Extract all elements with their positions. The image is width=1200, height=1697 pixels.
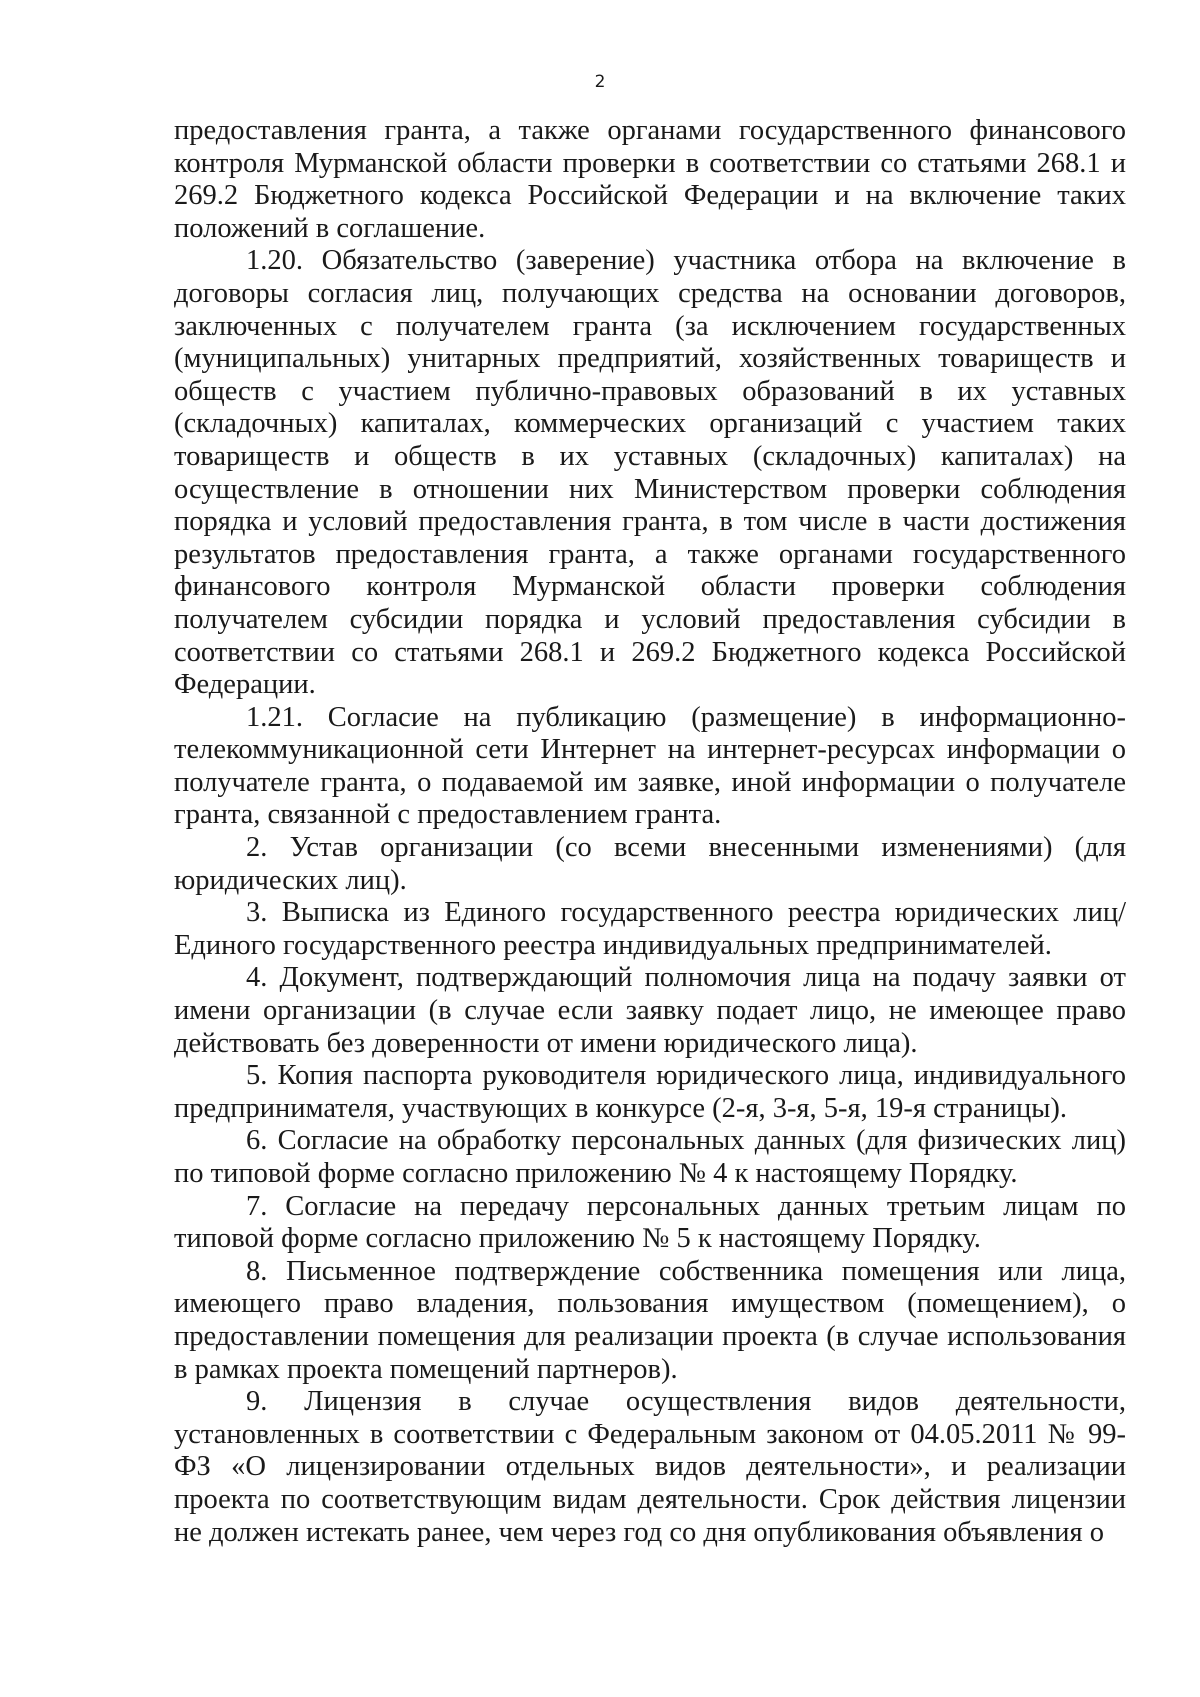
paragraph-2: 2. Устав организации (со всеми внесенными изменениями) (для юридических лиц). <box>174 832 1126 896</box>
paragraph-5: 5. Копия паспорта руководителя юридического лица, индивидуального предпринимателя, участвующих в конкурсе (2-я, 3-я, 5-я, 19-я страницы). <box>174 1060 1126 1124</box>
paragraph-7: 7. Согласие на передачу персональных данных третьим лицам по типовой форме согласно приложению № 5 к настоящему Порядку. <box>174 1190 1126 1255</box>
paragraph-9: 9. Лицензия в случае осуществления видов деятельности, установленных в соответствии с Федеральным законом от 04.05.2011 № 99-ФЗ «О лицензировании отдельных видов деятельности», и реализации проекта по соответствующим видам деятельности. Срок действия лицензии не должен истекать ранее, чем через год со дня опубликования объявления о <box>174 1386 1126 1548</box>
paragraph-3: 3. Выписка из Единого государственного реестра юридических лиц/Единого государственного реестра индивидуальных предпринимателей. <box>174 897 1126 961</box>
paragraph-6: 6. Согласие на обработку персональных данных (для физических лиц) по типовой форме согласно приложению № 4 к настоящему Порядку. <box>174 1125 1126 1189</box>
paragraph-continuation: предоставления гранта, а также органами государственного финансового контроля Мурманской области проверки в соответствии со статьями 268.1 и 269.2 Бюджетного кодекса Российской Федерации и на включение таких положений в соглашение. <box>174 115 1126 244</box>
paragraph-1-20: 1.20. Обязательство (заверение) участника отбора на включение в договоры согласия лиц, получающих средства на основании договоров, заключенных с получателем гранта (за исключением государственных (муниципальных) унитарных предприятий, хозяйственных товариществ и обществ с участием публично-правовых образований в их уставных (складочных) капиталах, коммерческих организаций с участием таких товариществ и обществ в их уставных (складочных) капиталах) на осуществление в отношении них Министерством проверки соблюдения порядка и условий предоставления гранта, в том числе в части достижения результатов предоставления гранта, а также органами государственного финансового контроля Мурманской области проверки соблюдения получателем субсидии порядка и условий предоставления субсидии в соответствии со статьями 268.1 и 269.2 Бюджетного кодекса Российской Федерации. <box>174 245 1126 701</box>
paragraph-8: 8. Письменное подтверждение собственника помещения или лица, имеющего право владения, пользования имуществом (помещением), о предоставлении помещения для реализации проекта (в случае использования в рамках проекта помещений партнеров). <box>174 1255 1126 1385</box>
paragraph-4: 4. Документ, подтверждающий полномочия лица на подачу заявки от имени организации (в случае если заявку подает лицо, не имеющее право действовать без доверенности от имени юридического лица). <box>174 962 1126 1059</box>
page-number: 2 <box>594 72 606 92</box>
paragraph-1-21: 1.21. Согласие на публикацию (размещение) в информационно-телекоммуникационной сети Интернет на интернет-ресурсах информации о получателе гранта, о подаваемой им заявке, иной информации о получателе гранта, связанной с предоставлением гранта. <box>174 701 1126 831</box>
document-body <box>174 115 1126 1549</box>
